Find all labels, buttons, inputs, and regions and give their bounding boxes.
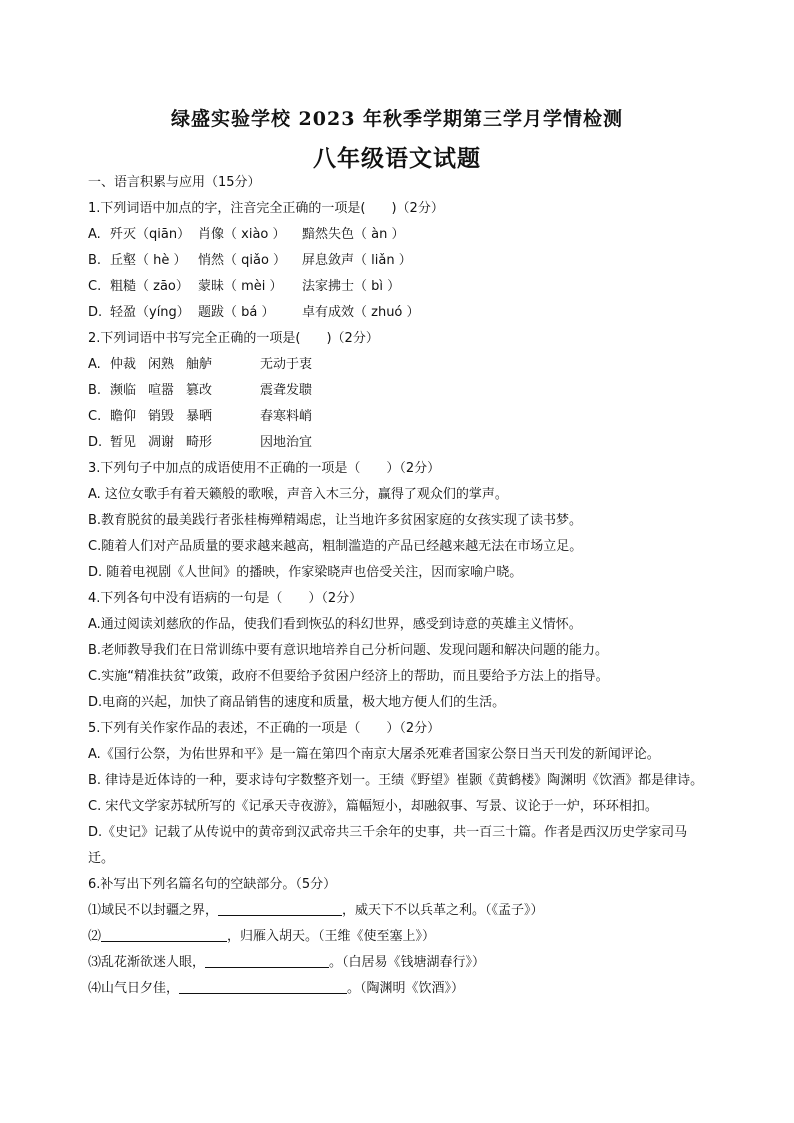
q1-stem: 1.下列词语中加点的字，注音完全正确的一项是( )（2分）: [88, 201, 444, 216]
q4-stem: 4.下列各句中没有语病的一句是（ ）（2分）: [88, 591, 363, 606]
q4-option-a: A.通过阅读刘慈欣的作品，使我们看到恢弘的科幻世界，感受到诗意的英雄主义情怀。: [88, 617, 582, 632]
q3-stem: 3.下列句子中加点的成语使用不正确的一项是（ ）（2分）: [88, 461, 441, 476]
q5-option-b: B. 律诗是近体诗的一种，要求诗句字数整齐划一。王绩《野望》崔颢《黄鹤楼》陶渊明《饮酒》都是律诗。: [88, 773, 704, 788]
q6-suffix: 。（陶渊明《饮酒》）: [347, 981, 465, 996]
option-letter: C.: [88, 409, 102, 424]
option-word: 歼灭（qiān）: [110, 227, 191, 242]
q6-item-2: [88, 924, 710, 950]
q6-prefix: ⑵: [88, 929, 102, 944]
option-word: 卓有成效（ zhuó ）: [302, 305, 420, 320]
q2-stem: 2.下列词语中书写完全正确的一项是( )（2分）: [88, 331, 379, 346]
option-letter: C.: [88, 279, 102, 294]
q2-option-c: [88, 404, 710, 430]
school-title: 绿盛实验学校 2023 年秋季学期第三学月学情检测: [170, 108, 624, 130]
exam-content: [88, 170, 710, 1002]
q6-item-4: [88, 976, 710, 1002]
option-word: 肖像（ xiào ）: [198, 227, 286, 242]
option-word: 蒙昧（ mèi ）: [198, 279, 283, 294]
q4-option-d: D.电商的兴起，加快了商品销售的速度和质量，极大地方便人们的生活。: [88, 695, 506, 710]
answer-blank[interactable]: [179, 979, 347, 994]
q1-option-c: [88, 274, 710, 300]
q6-prefix: ⑴域民不以封疆之界，: [88, 903, 219, 918]
option-word: 畸形: [186, 435, 213, 450]
option-word: 黯然失色（ àn ）: [302, 227, 405, 242]
q6-prefix: ⑶乱花渐欲迷人眼，: [88, 955, 206, 970]
q6-item-3: [88, 950, 710, 976]
section-heading: 一、语言积累与应用（15分）: [88, 175, 261, 190]
q6-item-1: [88, 898, 710, 924]
option-word: 凋谢: [148, 435, 175, 450]
q1-option-d: [88, 300, 710, 326]
q2-option-b: [88, 378, 710, 404]
q5-stem: 5.下列有关作家作品的表述，不正确的一项是（ ）（2分）: [88, 721, 441, 736]
option-word: 篡改: [186, 383, 213, 398]
option-word: 法家拂士（ bì ）: [302, 279, 401, 294]
option-word: 销毁: [148, 409, 175, 424]
option-word: 屏息敛声（ liǎn ）: [302, 253, 412, 268]
q3-option-b: B.教育脱贫的最美践行者张桂梅殚精竭虑，让当地许多贫困家庭的女孩实现了读书梦。: [88, 513, 583, 528]
q3-option-a: A. 这位女歌手有着天籁般的歌喉，声音入木三分，赢得了观众们的掌声。: [88, 487, 508, 502]
q6-suffix: 。（白居易《钱塘湖春行》）: [329, 955, 486, 970]
option-letter: B.: [88, 383, 102, 398]
q2-option-a: [88, 352, 710, 378]
option-word: 闲熟: [148, 357, 175, 372]
q3-option-d: D. 随着电视剧《人世间》的播映，作家梁晓声也倍受关注，因而家喻户晓。: [88, 565, 523, 580]
q4-option-b: B.老师教导我们在日常训练中要有意识地培养自己分析问题、发现问题和解决问题的能力。: [88, 643, 609, 658]
answer-blank[interactable]: [101, 927, 227, 942]
q5-option-d: D.《史记》记载了从传说中的黄帝到汉武帝共三千余年的史事，共一百三十篇。作者是西汉历史学家司马迁。: [88, 825, 688, 866]
option-word: 喧嚣: [148, 383, 175, 398]
option-word: 题跋（ bá ）: [198, 305, 275, 320]
option-word: 舳舻: [186, 357, 213, 372]
option-letter: D.: [88, 435, 103, 450]
option-word: 轻盈（yíng）: [110, 305, 190, 320]
q5-option-a: A.《国行公祭，为佑世界和平》是一篇在第四个南京大屠杀死难者国家公祭日当天刊发的新闻评论。: [88, 747, 660, 762]
q6-prefix: ⑷山气日夕佳，: [88, 981, 180, 996]
option-word: 丘壑（ hè ）: [110, 253, 187, 268]
option-word: 濒临: [110, 383, 137, 398]
option-word: 因地治宜: [260, 435, 313, 450]
q6-stem: 6.补写出下列名篇名句的空缺部分。（5分）: [88, 877, 337, 892]
subject-title: 八年级语文试题: [313, 146, 481, 172]
option-letter: B.: [88, 253, 102, 268]
option-word: 粗糙（ zāo）: [110, 279, 189, 294]
option-word: 暴晒: [186, 409, 213, 424]
q1-option-b: [88, 248, 710, 274]
answer-blank[interactable]: [218, 901, 342, 916]
option-word: 仲裁: [110, 357, 137, 372]
q2-option-d: [88, 430, 710, 456]
q4-option-c: C.实施“精准扶贫”政策，政府不但要给予贫困户经济上的帮助，而且要给予方法上的指导。: [88, 669, 609, 684]
answer-blank[interactable]: [205, 953, 329, 968]
q6-suffix: ，归雁入胡天。（王维《使至塞上》）: [227, 929, 436, 944]
option-word: 悄然（ qiǎo ）: [198, 253, 287, 268]
q1-option-a: [88, 222, 710, 248]
option-word: 震聋发聩: [260, 383, 313, 398]
option-word: 春寒料峭: [260, 409, 313, 424]
option-word: 无动于衷: [260, 357, 313, 372]
option-letter: A.: [88, 357, 101, 372]
option-word: 暂见: [110, 435, 137, 450]
option-word: 瞻仰: [110, 409, 137, 424]
q5-option-c: C. 宋代文学家苏轼所写的《记承天寺夜游》，篇幅短小，却融叙事、写景、议论于一炉，环环相扣。: [88, 799, 658, 814]
option-letter: A.: [88, 227, 101, 242]
q6-suffix: ，威天下不以兵革之利。（《孟子》）: [342, 903, 544, 918]
option-letter: D.: [88, 305, 103, 320]
q3-option-c: C.随着人们对产品质量的要求越来越高，粗制滥造的产品已经越来越无法在市场立足。: [88, 539, 583, 554]
